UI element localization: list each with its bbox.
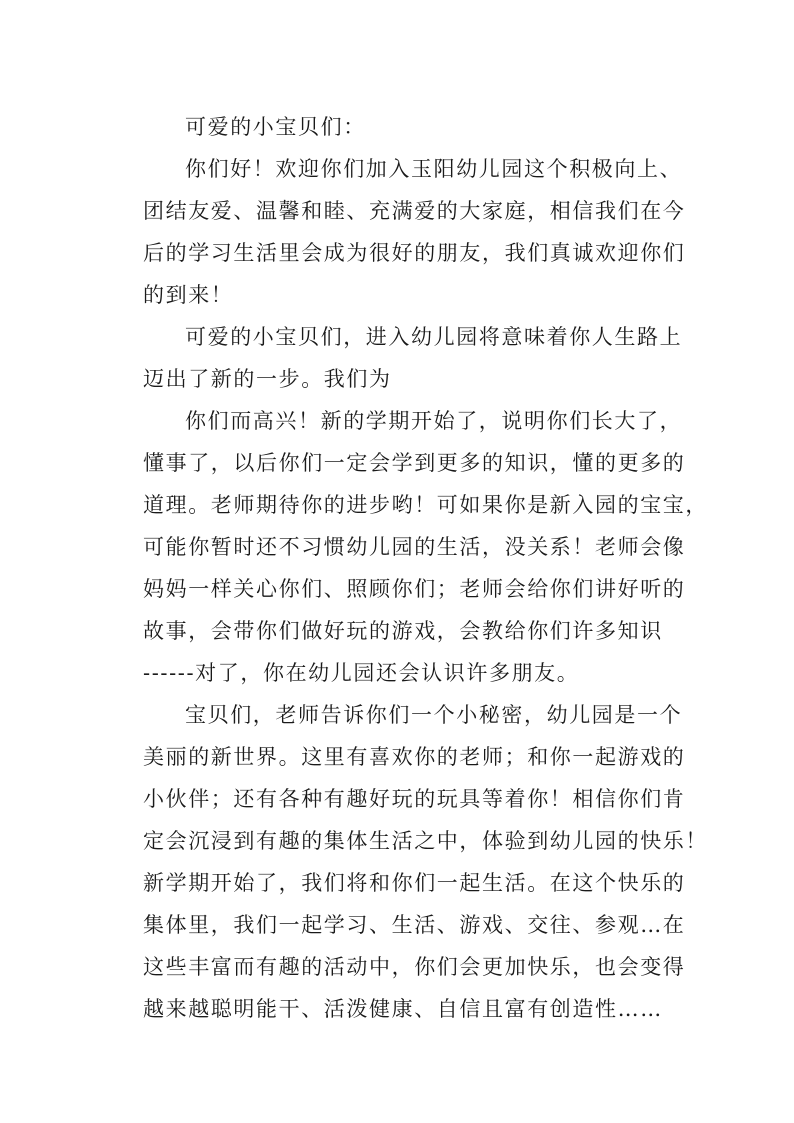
paragraph-line: 团结友爱、温馨和睦、充满爱的大家庭，相信我们在今 <box>143 199 686 223</box>
paragraph-line: 道理。老师期待你的进步哟！可如果你是新入园的宝宝， <box>143 493 708 517</box>
paragraph-line: 后的学习生活里会成为很好的朋友，我们真诚欢迎你们 <box>143 241 686 265</box>
paragraph-line: 宝贝们，老师告诉你们一个小秘密，幼儿园是一个 <box>185 703 683 727</box>
paragraph-line: ------对了，你在幼儿园还会认识许多朋友。 <box>143 661 580 685</box>
salutation: 可爱的小宝贝们： <box>185 115 366 139</box>
paragraph-line: 迈出了新的一步。我们为 <box>143 367 392 391</box>
paragraph-line: 故事，会带你们做好玩的游戏，会教给你们许多知识 <box>143 619 663 643</box>
paragraph-line: 你们而高兴！新的学期开始了，说明你们长大了， <box>185 409 683 433</box>
paragraph-line: 可爱的小宝贝们，进入幼儿园将意味着你人生路上 <box>185 325 683 349</box>
paragraph-line: 可能你暂时还不习惯幼儿园的生活，没关系！老师会像 <box>143 535 686 559</box>
paragraph-line: 妈妈一样关心你们、照顾你们；老师会给你们讲好听的 <box>143 577 686 601</box>
paragraph-line: 定会沉浸到有趣的集体生活之中，体验到幼儿园的快乐！ <box>143 829 708 853</box>
paragraph-line: 集体里，我们一起学习、生活、游戏、交往、参观…在 <box>143 913 686 937</box>
paragraph-line: 的到来！ <box>143 283 234 307</box>
paragraph-line: 小伙伴；还有各种有趣好玩的玩具等着你！相信你们肯 <box>143 787 686 811</box>
paragraph-line: 美丽的新世界。这里有喜欢你的老师；和你一起游戏的 <box>143 745 686 769</box>
paragraph-line: 你们好！欢迎你们加入玉阳幼儿园这个积极向上、 <box>185 157 683 181</box>
paragraph-line: 这些丰富而有趣的活动中，你们会更加快乐，也会变得 <box>143 955 686 979</box>
paragraph-line: 越来越聪明能干、活泼健康、自信且富有创造性…… <box>143 997 663 1021</box>
paragraph-line: 新学期开始了，我们将和你们一起生活。在这个快乐的 <box>143 871 686 895</box>
paragraph-line: 懂事了，以后你们一定会学到更多的知识，懂的更多的 <box>143 451 686 475</box>
